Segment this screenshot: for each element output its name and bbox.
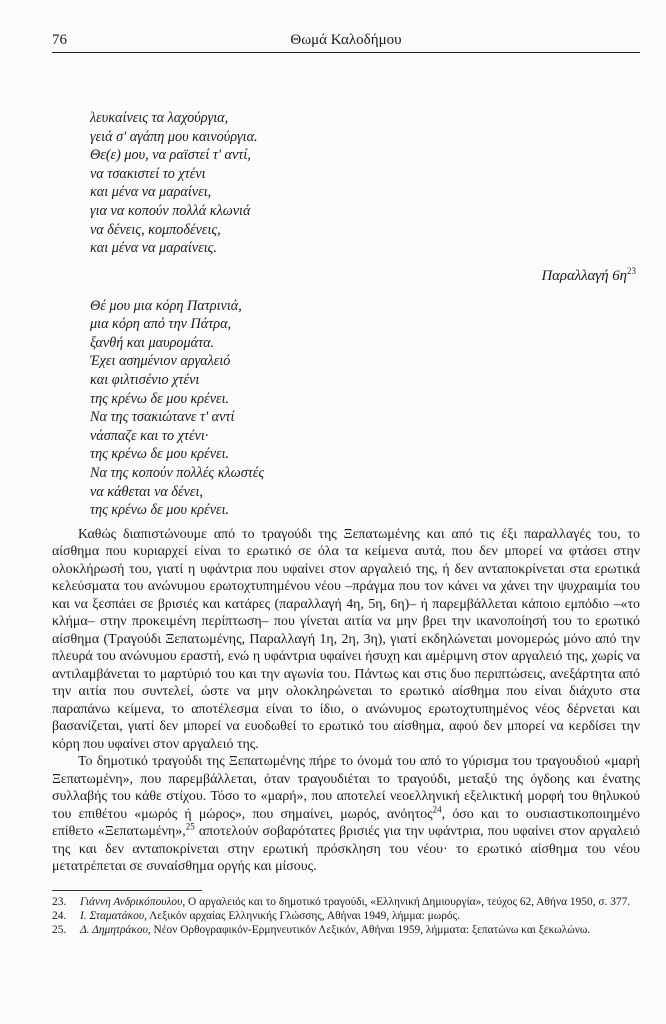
paragraph-2 xyxy=(52,753,640,876)
poem-line: να δένεις, κομποδένεις, xyxy=(90,221,221,238)
footnote-author: Γιάννη Ανδρικόπουλου xyxy=(80,895,183,908)
poem-line: να τσακιστεί το χτένι xyxy=(90,165,206,182)
running-title: Θωμά Καλοδήμου xyxy=(290,32,402,48)
poem-line: Να της κοπούν πολλές κλωστές xyxy=(90,465,265,482)
paragraph-text: Το δημοτικό τραγούδι της Ξεπατωμένης πήρε το όνομά του από το γύρισμα του τραγουδιού «μαρή Ξεπατωμένη», που παρεμβάλλεται, όταν τραγουδιέται το τραγούδι, μεταξύ της όγδοης και ένατης συλλαβής του κάθε στίχου. Τόσο το «μαρή», που αποτελεί νεοελληνική εξελικτική μορφή του θηλυκού του επιθέτου «μωρός ή μώρος», που σημαίνει, μωρός, ανόητος xyxy=(52,754,640,822)
footnotes xyxy=(52,895,640,938)
footnote-ref[interactable]: 25 xyxy=(185,821,195,832)
poem-line: Έχει ασημένιον αργαλειό xyxy=(90,353,231,370)
footnote-number: 23. xyxy=(52,895,67,908)
poem-line: νάσπαζε και το χτένι· xyxy=(90,427,209,444)
poem-line: και μένα να μαραίνεις. xyxy=(90,240,217,257)
book-page xyxy=(52,30,640,937)
poem-line: και μένα να μαραίνει, xyxy=(90,184,212,201)
poem-line: της κρένω δε μου κρένει. xyxy=(90,446,230,463)
footnote xyxy=(52,909,640,923)
variant-heading-text: Παραλλαγή 6η xyxy=(541,267,627,284)
poem-line: γειά σ' αγάπη μου καινούργια. xyxy=(90,128,258,145)
poem-line: Θε(ε) μου, να ραϊστεί τ' αντί, xyxy=(90,147,251,164)
poem-line: Θέ μου μια κόρη Πατρινιά, xyxy=(90,297,242,314)
poem-line: μια κόρη από την Πάτρα, xyxy=(90,316,232,333)
paragraph-text: , όσο και το ουσιαστικοποιημένο επίθετο «Ξεπατωμένη», xyxy=(52,806,640,840)
poem-line: της κρένω δε μου κρένει. xyxy=(90,502,230,519)
paragraph-text: αποτελούν σοβαρότατες βρισιές για την υφάντρια, που υφαίνει στον αργαλειό της και δεν ανταποκρίνεται στην ερωτική πρόσκληση του νέου· το ερωτικό αίσθημα του νέου μετατρέπεται σε συναίσθημα οργής και μίσους. xyxy=(52,824,640,875)
poem-line: λευκαίνεις τα λαχούργια, xyxy=(90,110,229,126)
page-number: 76 xyxy=(52,32,67,48)
footnote xyxy=(52,923,640,937)
footnote-number: 24. xyxy=(52,910,67,922)
poem-line: της κρένω δε μου κρένει. xyxy=(90,390,230,407)
footnote-text: , Λεξικόν αρχαίας Ελληνικής Γλώσσης, Αθήναι 1949, λήμμα: μωρός. xyxy=(144,910,460,922)
poem-line: για να κοπούν πολλά κλωνιά xyxy=(90,202,251,219)
footnote-number: 25. xyxy=(52,924,67,937)
variant-heading xyxy=(52,266,640,285)
poem-stanza-2 xyxy=(52,297,640,520)
poem-line: ξανθή και μαυρομάτα. xyxy=(90,334,215,351)
paragraph-1: Καθώς διαπιστώνουμε από το τραγούδι της Ξεπατωμένης και από τις έξι παραλλαγές του, το αίσθημα που κυριαρχεί είναι το ερωτικό σε όλα τα κείμενα αυτά, που δεν μπορεί να φτάσει στην ολοκλήρωσή του, γιατί η υφάντρια που υφαίνει στον αργαλειό της, ή δεν ανταποκρίνεται στα ερωτικά κελεύσματα του ανώνυμου ερωτοχτυπημένου νέου –πράγμα που τον κάνει να χάνει την ψυχραιμία του και να ξεσπάει σε βρισιές και κατάρες (παραλλαγή 4η, 5η, 6η)– ή παρεμβάλλεται κάποιο εμπόδιο –«το κλήμα– στην προκειμένη περίπτωση– που γίνεται αιτία να μην βρει την ικανοποίησή του το ερωτικό αίσθημα (Τραγούδι Ξεπατωμένης, Παραλλαγή 1η, 2η, 3η), γιατί εκδηλώνεται μονομερώς μόνο από την πλευρά του ανώνυμου εραστή, ενώ η υφάντρια υφαίνει ήσυχη και αμέριμνη στον αργαλειό της, χωρίς να αντιλαμβάνεται το μαρτύριό του και την αγωνία του. Πάντως και στις δυο περιπτώσεις, ανεξάρτητα από την αιτία που συντελεί, ώστε να μην ολοκληρώνεται το ερωτικό αίσθημα που είναι διάχυτο στα παραπάνω κείμενα, το αποτέλεσμα είναι το ίδιο, ο ανώνυμος ερωτοχτυπημένος νέος δέρνεται και βασανίζεται, γιατί δεν μπορεί να ευοδωθεί το ερωτικό του αίσθημα, αφού δεν μπορεί να κερδίσει την κόρη που υφαίνει στον αργαλειό της. xyxy=(52,526,640,752)
footnote xyxy=(52,895,640,909)
poem-line: και φιλτισένιο χτένι xyxy=(90,372,200,389)
poem-stanza-1 xyxy=(52,109,640,258)
footnote-divider xyxy=(52,890,202,891)
footnote-ref[interactable]: 23 xyxy=(627,265,636,276)
page-header xyxy=(52,30,640,53)
poem-line: Να της τσακιώτανε τ' αντί xyxy=(90,409,235,426)
poem-line: να κάθεται να δένει, xyxy=(90,483,203,500)
body-text xyxy=(52,526,640,876)
footnote-text: , Ο αργαλειός και το δημοτικό τραγούδι, «Ελληνική Δημιουργία», τεύχος 62, Αθήνα 1950, σ. 377. xyxy=(182,895,631,908)
footnote-ref[interactable]: 24 xyxy=(432,804,442,815)
footnote-author: Ι. Σταματάκου xyxy=(80,910,145,922)
footnote-author: Δ. Δημητράκου xyxy=(80,924,148,937)
footnote-text: , Νέον Ορθογραφικόν-Ερμηνευτικόν Λεξικόν, Αθήναι 1959, λήμματα: ξεπατώνω και ξεκωλώνω. xyxy=(147,924,591,937)
